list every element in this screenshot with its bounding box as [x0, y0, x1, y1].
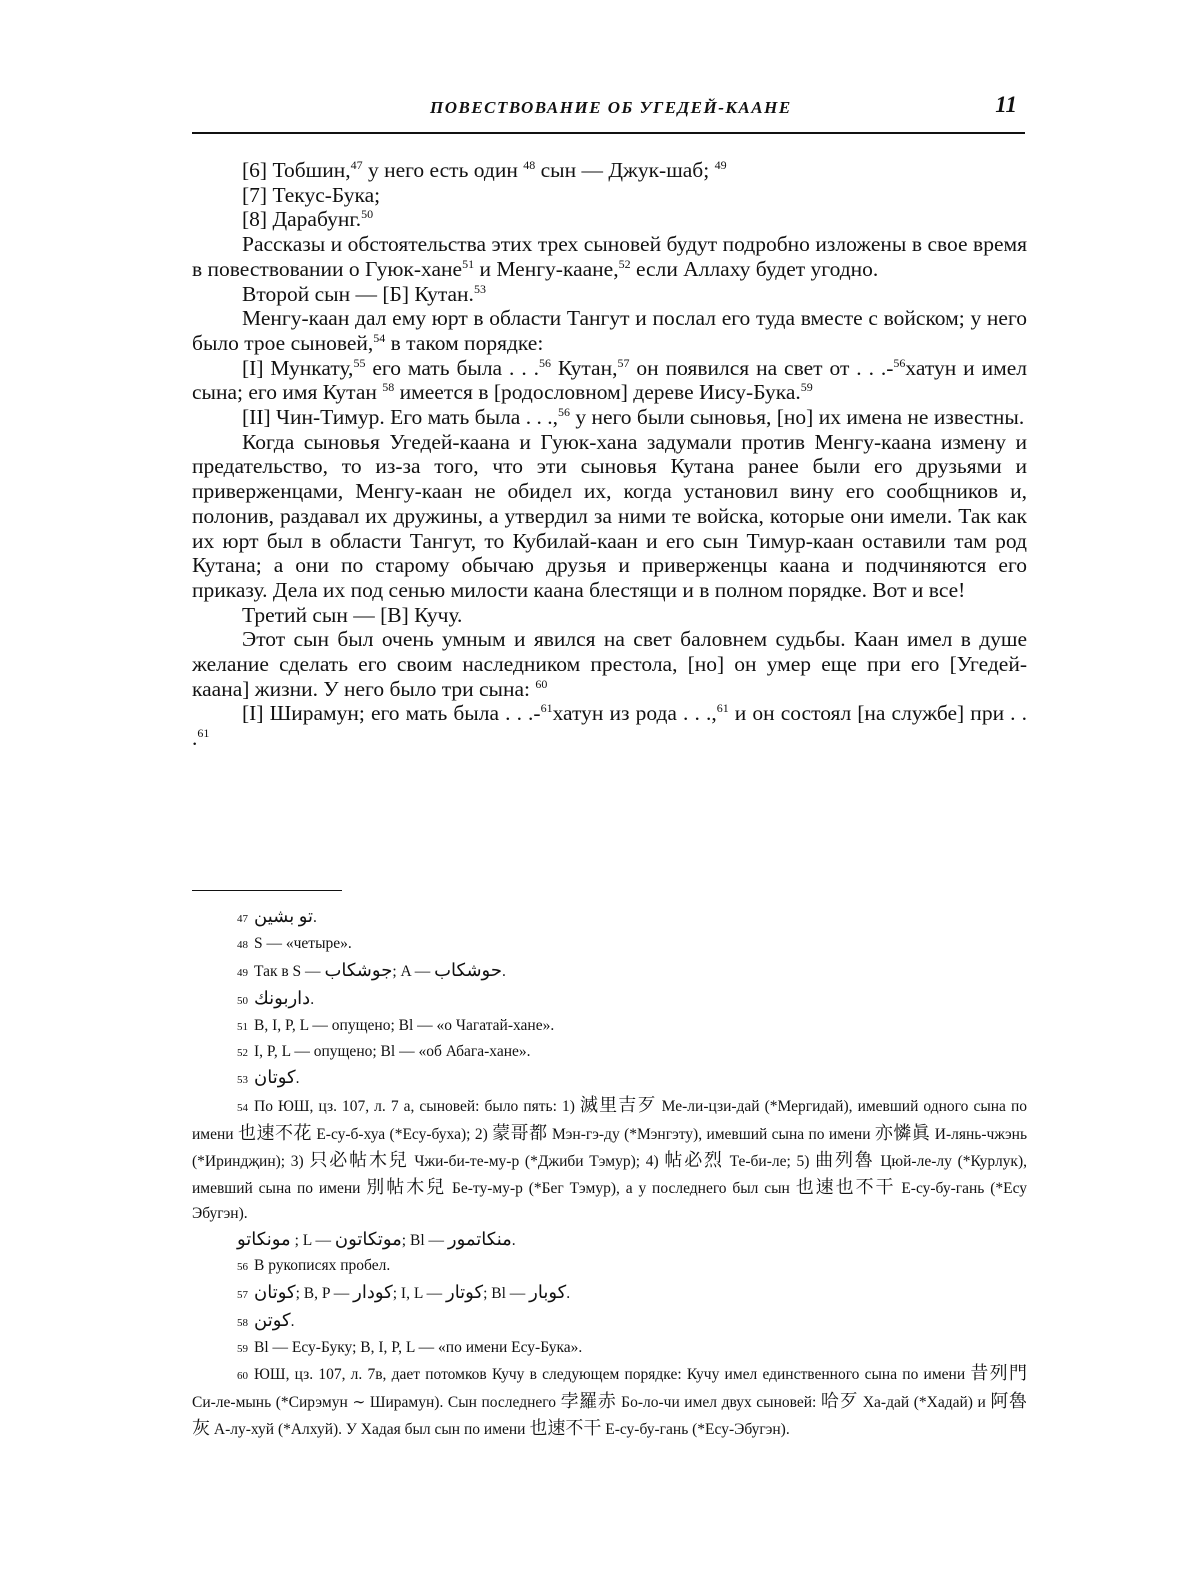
footnote-ref[interactable]: 56 — [539, 355, 551, 370]
paragraph: [II] Чин-Тимур. Его мать была . . .,$^{56}$ у него были сыновья, [но] их имена не известны. — [242, 405, 1025, 430]
footnote: 49 Так в S — جوشكاب; A — حوشكاب. — [237, 959, 506, 980]
footnote: 60 ЮШ, цз. 107, л. 7в, дает потомков Кучу в следующем порядке: Кучу имел единственного сына по имени 昔列門 Си-ле-мынь (*Сирэмун ∼ Ширамун). Сын последнего 孛羅赤 Бо-ло-чи имел двух сыновей: 哈歹 Ха-дай (*Хадай) и 阿魯灰 А-лу-хуй (*Алхуй). У Хадая был сын по имени 也速不干 Е-су-бу-гань (*Есу-Эбугэн). — [192, 1363, 1028, 1439]
footnote-ref[interactable]: 48 — [523, 158, 536, 172]
paragraph: [8] Дарабунг.$^{50}$ — [242, 207, 374, 232]
paragraph: Второй сын — [Б] Кутан.$^{53}$ — [242, 281, 486, 306]
footnote: 50 داربونك. — [237, 987, 315, 1008]
footnote-ref[interactable]: 57 — [617, 355, 630, 370]
footnote-ref[interactable]: 58 — [382, 380, 395, 395]
paragraph: Третий сын — [В] Кучу. — [242, 602, 463, 627]
paragraph: Когда сыновья Угедей-каана и Гуюк-хана задумали против Менгу-каана измену и предательство, то из-за того, что эти сыновья Кутана ранее были его друзьями и приверженцами, Менгу-каан не обидел их, когда установил вину его сообщников и, полонив, раздавал их дружины, а утвердил за ними те войска, которые они имели. Так как их юрт был в области Тангут, то Кубилай-каан и его сын Тимур-каан оставили там род Кутана; а они по старому обычаю друзья и приверженцы каана и подчиняются его приказу. Дела их под сенью милости каана блестящи и в полном порядке. Вот и все! — [192, 429, 1027, 602]
paragraph: [I] Мункату,$^{55}$ его мать была . . .$^{56}$ Кутан,$^{57}$ он появился на свет от . . .-$^{56}$хатун и имел сына; его имя Кутан $^{58}$ имеется в [родословном] дереве Иису-Бука.$^{59}$ — [192, 355, 1027, 405]
footnote: 47 تو بشين. — [237, 906, 317, 926]
paragraph: Рассказы и обстоятельства этих трех сыновей будут подробно изложены в свое время в повествовании о Гуюк-хане$^{51}$ и Менгу-каане,$^{52}$ если Аллаху будет угодно. — [192, 232, 1027, 281]
footnote: 48 S — «четыре». — [237, 934, 352, 952]
footnote-ref[interactable]: 59 — [800, 380, 813, 395]
paragraph: Этот сын был очень умным и явился на свет баловнем судьбы. Каан имел в душе желание сделать его своим наследником престола, [но] он умер еще при его [Угедей-каана] жизни. У него было три сына: $^{60}$ — [192, 627, 1027, 701]
paragraph: [7] Текус-Бука; — [242, 182, 381, 207]
footnote-ref[interactable]: 52 — [618, 256, 631, 271]
running-header — [192, 92, 1025, 134]
footnotes — [192, 904, 1027, 1443]
footnote-ref[interactable]: 49 — [714, 158, 727, 172]
footnote: 56 В рукописях пробел. — [237, 1256, 391, 1274]
paragraph: [I] Ширамун; его мать была . . .-$^{61}$хатун из рода . . .,$^{61}$ и он состоял [на службе] при . . .$^{61}$ — [192, 701, 1027, 751]
footnote-ref[interactable]: 61 — [197, 726, 210, 741]
paragraph: Менгу-каан дал ему юрт в области Тангут и послал его туда вместе с войском; у него было трое сыновей,$^{54}$ в таком порядке: — [192, 306, 1027, 355]
page-number: 11 — [995, 92, 1017, 117]
footnote: 54 По ЮШ, цз. 107, л. 7 а, сыновей: было пять: 1) 滅里吉歹 Ме-ли-цзи-дай (*Мергидай), имевший одного сына по имени 也速不花 Е-су-б-хуа (*Есу-буха); 2) 蒙哥都 Мэн-гэ-ду (*Мэнгэту), имевший сына по имени 亦憐眞 И-лянь-чжэнь (*Ириндҗин); 3) 只必帖木兒 Чжи-би-те-му-р (*Джиби Тэмур); 4) 帖必烈 Те-би-ле; 5) 曲列魯 Цюй-ле-лу (*Курлук), имевший сына по имени 別帖木兒 Бе-ту-му-р (*Бег Тэмур), а у последнего был сын 也速也不干 Е-су-бу-гань (*Есу Эбугэн). — [192, 1095, 1028, 1222]
footnote-ref[interactable]: 56 — [557, 405, 570, 420]
footnote: 58 كوتن. — [237, 1309, 295, 1330]
paragraph: [6] Тобшин,$^{47}$ у него есть один $^{48}$ сын — Джук-шаб; $^{49}$ — [242, 158, 727, 182]
footnote-separator — [192, 890, 342, 891]
footnote-ref[interactable]: 54 — [373, 330, 386, 345]
footnote-ref[interactable]: 53 — [473, 281, 486, 296]
running-title: ПОВЕСТВОВАНИЕ ОБ УГЕДЕЙ-КААНЕ — [430, 98, 792, 117]
footnote-ref[interactable]: 47 — [350, 158, 363, 172]
footnote: 51 B, I, P, L — опущено; Bl — «о Чагатай-хане». — [237, 1016, 555, 1034]
footnote: 59 Bl — Есу-Буку; B, I, P, L — «по имени Есу-Бука». — [237, 1338, 583, 1356]
main-text — [192, 158, 1027, 751]
footnote: 57 كوتان; B, P — كودار; I, L — كوتار; Bl — كوبار. — [237, 1281, 571, 1302]
footnote-ref[interactable]: 60 — [535, 676, 548, 691]
footnote: مونكاتو ; L — موتكاتون; Bl — منكاتمور. — [237, 1228, 516, 1249]
footnote: 52 I, P, L — опущено; Bl — «об Абага-хане». — [237, 1042, 531, 1060]
footnote-ref[interactable]: 55 — [353, 355, 366, 370]
footnote-ref[interactable]: 61 — [716, 701, 729, 716]
footnote: 53 كوتان. — [237, 1067, 300, 1088]
footnote-ref[interactable]: 50 — [361, 207, 374, 222]
footnote-ref[interactable]: 56 — [893, 355, 906, 370]
footnote-ref[interactable]: 51 — [462, 256, 475, 271]
footnote-ref[interactable]: 61 — [540, 701, 553, 716]
